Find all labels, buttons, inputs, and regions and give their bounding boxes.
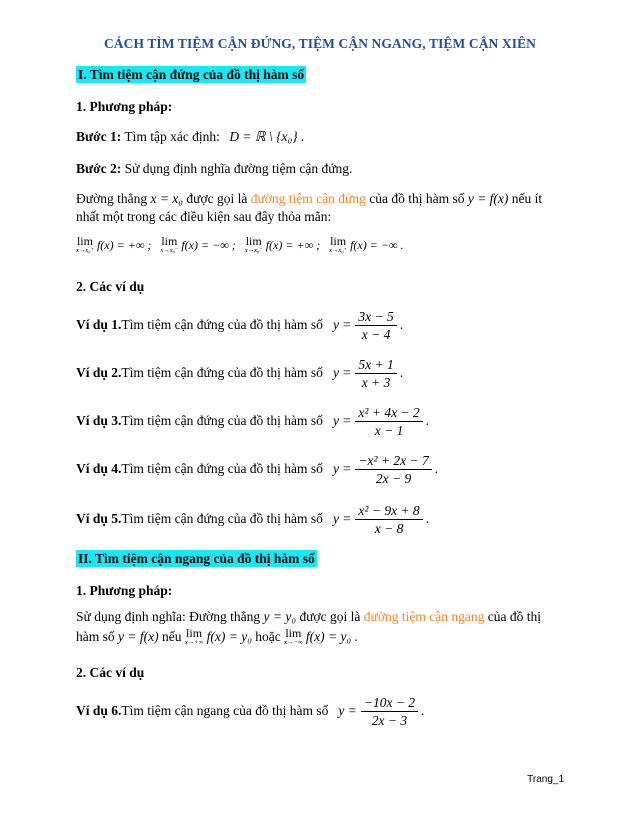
- def-line-math: y = y₀: [263, 609, 297, 624]
- def-text-c: của đồ thị: [487, 609, 541, 624]
- lim-sub: x→x₀⁺: [76, 247, 94, 255]
- example-y: y =: [332, 365, 352, 380]
- example-label: Ví dụ 2.: [76, 365, 122, 380]
- def-text-d: nếu ít: [511, 191, 543, 206]
- example-text: Tìm tiệm cận đứng của đồ thị hàm số: [121, 511, 323, 526]
- page-title: CÁCH TÌM TIỆM CẬN ĐỨNG, TIỆM CẬN NGANG, TIỆM CẬN XIÊN: [103, 36, 537, 51]
- example-end: .: [421, 703, 425, 718]
- example-2: [76, 354, 403, 392]
- lim-word: lim: [245, 234, 262, 249]
- vertical-asymptote-definition: [76, 190, 576, 208]
- fraction: [355, 502, 422, 537]
- fraction-denominator: 2x − 9: [375, 470, 412, 486]
- example-y: y =: [332, 461, 352, 476]
- fraction-denominator: 2x − 3: [371, 712, 408, 728]
- fraction: [355, 308, 396, 343]
- def-line-math: x = x₀: [150, 191, 183, 206]
- example-end: .: [425, 511, 430, 526]
- fraction-numerator: 3x − 5: [355, 308, 396, 326]
- def2-text-b: nếu: [161, 629, 182, 645]
- lim-expr: f(x) = +∞ ;: [96, 238, 152, 252]
- example-text: Tìm tiệm cận đứng của đồ thị hàm số: [121, 317, 323, 332]
- def-text-a: Sử dụng định nghĩa: Đường thẳng: [76, 609, 261, 624]
- def2-text-c: hoặc: [255, 629, 281, 645]
- example-text: Tìm tiệm cận ngang của đồ thị hàm số: [121, 703, 329, 718]
- lim-word: lim: [330, 234, 347, 249]
- fraction-denominator: x − 8: [374, 520, 404, 536]
- lim-word: lim: [76, 234, 93, 249]
- example-4: [76, 450, 438, 488]
- example-6: [76, 692, 424, 730]
- def-text-a: Đường thẳng: [76, 191, 148, 206]
- limit-condition: [76, 236, 151, 256]
- def-text-b: được gọi là: [299, 609, 361, 624]
- section2-heading-text: II. Tìm tiệm cận ngang của đồ thị hàm số: [78, 551, 315, 566]
- example-text: Tìm tiệm cận đứng của đồ thị hàm số: [121, 461, 323, 476]
- lim-word: lim: [285, 626, 302, 640]
- example-label: Ví dụ 3.: [76, 413, 122, 428]
- example-text: Tìm tiệm cận đứng của đồ thị hàm số: [121, 365, 323, 380]
- section1-method-heading: 1. Phương pháp:: [76, 99, 173, 114]
- fraction-numerator: 5x + 1: [355, 356, 396, 374]
- step2-text: Sử dụng định nghĩa đường tiệm cận đứng.: [121, 161, 353, 176]
- def2-text-a: hàm số: [76, 629, 115, 645]
- def-term-horizontal: đường tiệm cận ngang: [363, 609, 485, 624]
- example-end: .: [399, 365, 404, 380]
- example-end: .: [434, 461, 439, 476]
- page-number: Trang_1: [527, 774, 564, 785]
- example-end: .: [399, 317, 404, 332]
- step1: [76, 128, 304, 146]
- step1-text: Tìm tập xác định:: [121, 129, 220, 144]
- def2-fn-math: y = f(x): [118, 629, 159, 645]
- lim-sub: x→x₀⁺: [329, 247, 348, 255]
- step1-math: D = ℝ \ {x₀} .: [229, 129, 305, 144]
- example-label: Ví dụ 6.: [76, 703, 122, 718]
- example-5: [76, 500, 429, 538]
- fraction: [355, 404, 422, 439]
- horizontal-asymptote-definition: [76, 608, 576, 626]
- fraction-denominator: x + 3: [361, 374, 391, 390]
- section1-heading: [76, 66, 306, 84]
- lim-word: lim: [161, 234, 178, 249]
- example-end: .: [425, 413, 430, 428]
- fraction-numerator: x² + 4x − 2: [355, 404, 422, 422]
- example-y: y =: [332, 317, 352, 332]
- section1-examples-heading: 2. Các ví dụ: [76, 279, 145, 294]
- limit-conditions: [76, 236, 404, 256]
- fraction-denominator: x − 4: [361, 326, 391, 342]
- example-1: [76, 306, 403, 344]
- example-y: y =: [338, 703, 357, 718]
- lim-sub: x→−∞: [284, 639, 303, 646]
- limit-condition: [160, 236, 235, 256]
- fraction-denominator: x − 1: [374, 422, 404, 438]
- lim-expr: f(x) = y₀: [206, 629, 252, 645]
- example-label: Ví dụ 4.: [76, 461, 122, 476]
- horizontal-asymptote-condition: [76, 628, 358, 648]
- fraction-numerator: −10x − 2: [361, 694, 418, 712]
- lim-sub: x→x₀⁻: [244, 247, 263, 255]
- def-line2: nhất một trong các điều kiện sau đây thỏa mãn:: [76, 209, 332, 224]
- example-3: [76, 402, 429, 440]
- lim-expr: f(x) = −∞ .: [350, 238, 404, 252]
- def-text-c: của đồ thị hàm số: [369, 191, 465, 206]
- lim-expr: f(x) = y₀ .: [305, 629, 358, 645]
- example-label: Ví dụ 5.: [76, 511, 122, 526]
- fraction-numerator: x² − 9x + 8: [355, 502, 422, 520]
- example-y: y =: [332, 511, 352, 526]
- fraction: [361, 694, 418, 729]
- lim-word: lim: [186, 626, 203, 640]
- section2-examples-heading: 2. Các ví dụ: [76, 665, 145, 680]
- section2-heading: [76, 550, 317, 568]
- def-fn-math: y = f(x): [467, 191, 509, 206]
- def-text-b: được gọi là: [186, 191, 248, 206]
- section1-heading-text: I. Tìm tiệm cận đứng của đồ thị hàm số: [78, 67, 305, 82]
- fraction: [355, 452, 431, 487]
- section2-method-heading: 1. Phương pháp:: [76, 583, 173, 598]
- lim-expr: f(x) = −∞ ;: [181, 238, 236, 252]
- def-term-vertical: đường tiệm cận đứng: [250, 191, 366, 206]
- lim-sub: x→x₀⁻: [160, 247, 179, 255]
- step2: [76, 160, 352, 178]
- limit-condition: [245, 236, 320, 256]
- lim-sub: x→+∞: [184, 639, 204, 646]
- example-label: Ví dụ 1.: [76, 317, 122, 332]
- step2-label: Bước 2:: [76, 161, 122, 176]
- lim-expr: f(x) = +∞ ;: [265, 238, 321, 252]
- step1-label: Bước 1:: [76, 129, 122, 144]
- example-y: y =: [332, 413, 352, 428]
- example-text: Tìm tiệm cận đứng của đồ thị hàm số: [121, 413, 323, 428]
- fraction-numerator: −x² + 2x − 7: [355, 452, 431, 470]
- fraction: [355, 356, 396, 391]
- limit-condition: [329, 236, 403, 256]
